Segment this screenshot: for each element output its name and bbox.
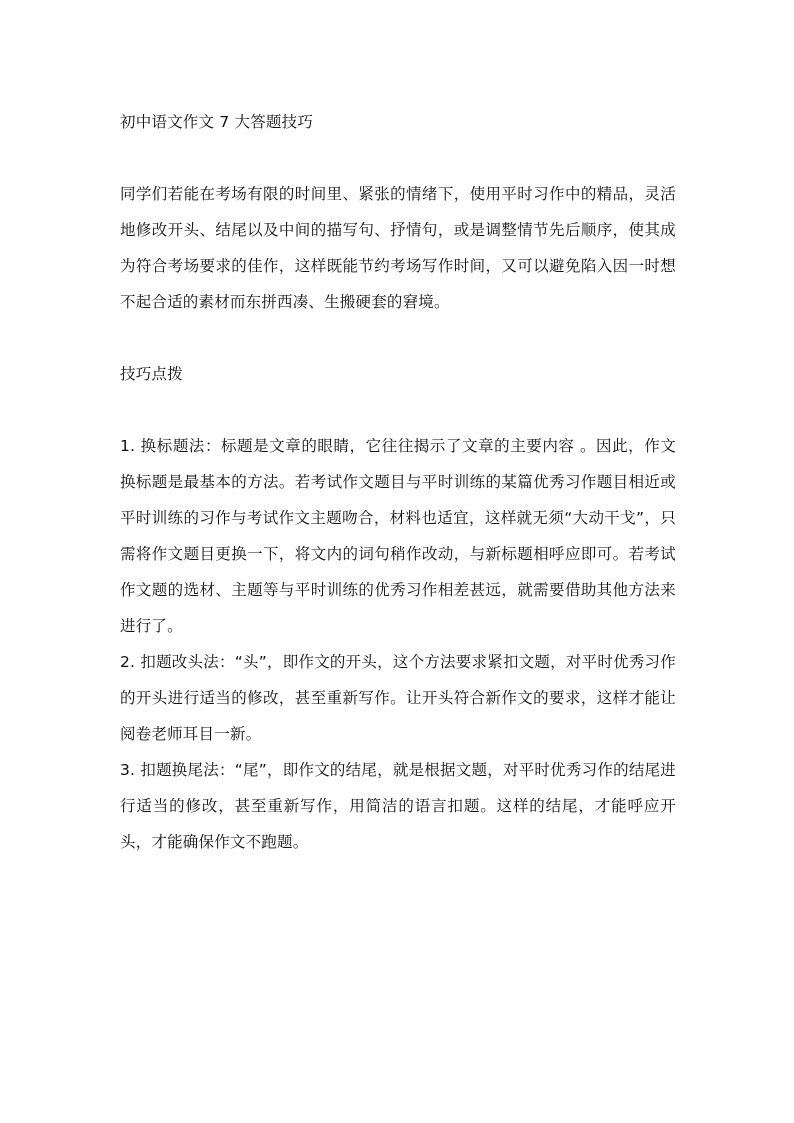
tip-item-3: 3. 扣题换尾法：“尾”，即作文的结尾，就是根据文题，对平时优秀习作的结尾进行适当的修改，甚至重新写作，用简洁的语言扣题。这样的结尾，才能呼应开头，才能确保作文不跑题。 bbox=[120, 761, 676, 851]
document-content bbox=[120, 104, 676, 860]
intro-paragraph: 同学们若能在考场有限的时间里、紧张的情绪下，使用平时习作中的精品，灵活地修改开头、结尾以及中间的描写句、抒情句，或是调整情节先后顺序，使其成为符合考场要求的佳作，这样既能节约考场写作时间，又可以避免陷入因一时想不起合适的素材而东拼西凑、生搬硬套的窘境。 bbox=[120, 185, 676, 311]
section-heading: 技巧点拨 bbox=[120, 365, 183, 383]
tip-item-2: 2. 扣题改头法：“头”，即作文的开头，这个方法要求紧扣文题，对平时优秀习作的开头进行适当的修改，甚至重新写作。让开头符合新作文的要求，这样才能让阅卷老师耳目一新。 bbox=[120, 653, 676, 743]
tip-item-1: 1. 换标题法：标题是文章的眼睛，它往往揭示了文章的主要内容 。因此，作文换标题是最基本的方法。若考试作文题目与平时训练的某篇优秀习作题目相近或平时训练的习作与考试作文主题吻合，材料也适宜，这样就无须“大动干戈”，只需将作文题目更换一下，将文内的词句稍作改动，与新标题相呼应即可。若考试作文题的选材、主题等与平时训练的优秀习作相差甚远，就需要借助其他方法来进行了。 bbox=[120, 437, 676, 635]
document-title: 初中语文作文 7 大答题技巧 bbox=[120, 113, 314, 131]
